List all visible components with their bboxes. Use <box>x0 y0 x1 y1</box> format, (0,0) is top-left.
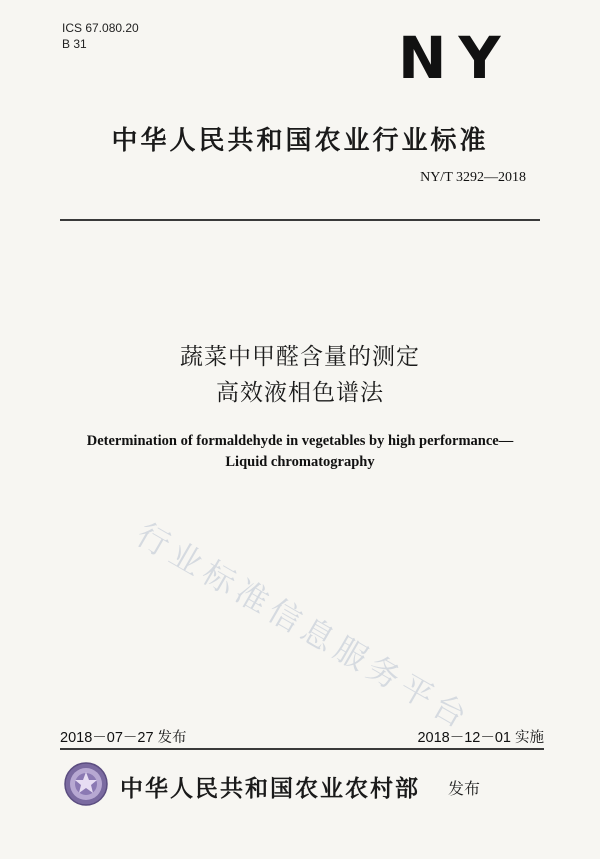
ccs-code: B 31 <box>62 37 87 51</box>
chinese-title-line1: 蔬菜中甲醛含量的测定 <box>180 344 420 370</box>
national-emblem-icon <box>64 762 108 806</box>
standard-category: 中华人民共和国农业行业标准 <box>111 126 489 156</box>
chinese-title-line2: 高效液相色谱法 <box>216 380 384 406</box>
watermark: 行业标准信息服务平台 <box>130 515 479 739</box>
issuing-authority: 中华人民共和国农业农村部 <box>120 776 420 802</box>
issue-date: 2018－07－27 发布 <box>60 730 187 746</box>
implementation-date: 2018－12－01 实施 <box>417 730 544 746</box>
english-title-line2: Liquid chromatography <box>225 454 375 470</box>
header-divider <box>60 219 540 221</box>
english-title-line1: Determination of formaldehyde in vegetables by high performance— <box>86 433 514 449</box>
footer-divider <box>60 748 544 750</box>
ics-code: ICS 67.080.20 <box>62 21 139 35</box>
classification-codes <box>62 20 139 52</box>
standard-number: NY/T 3292—2018 <box>420 170 526 185</box>
ny-logo: NY <box>398 24 513 92</box>
publish-label: 发布 <box>448 779 481 798</box>
